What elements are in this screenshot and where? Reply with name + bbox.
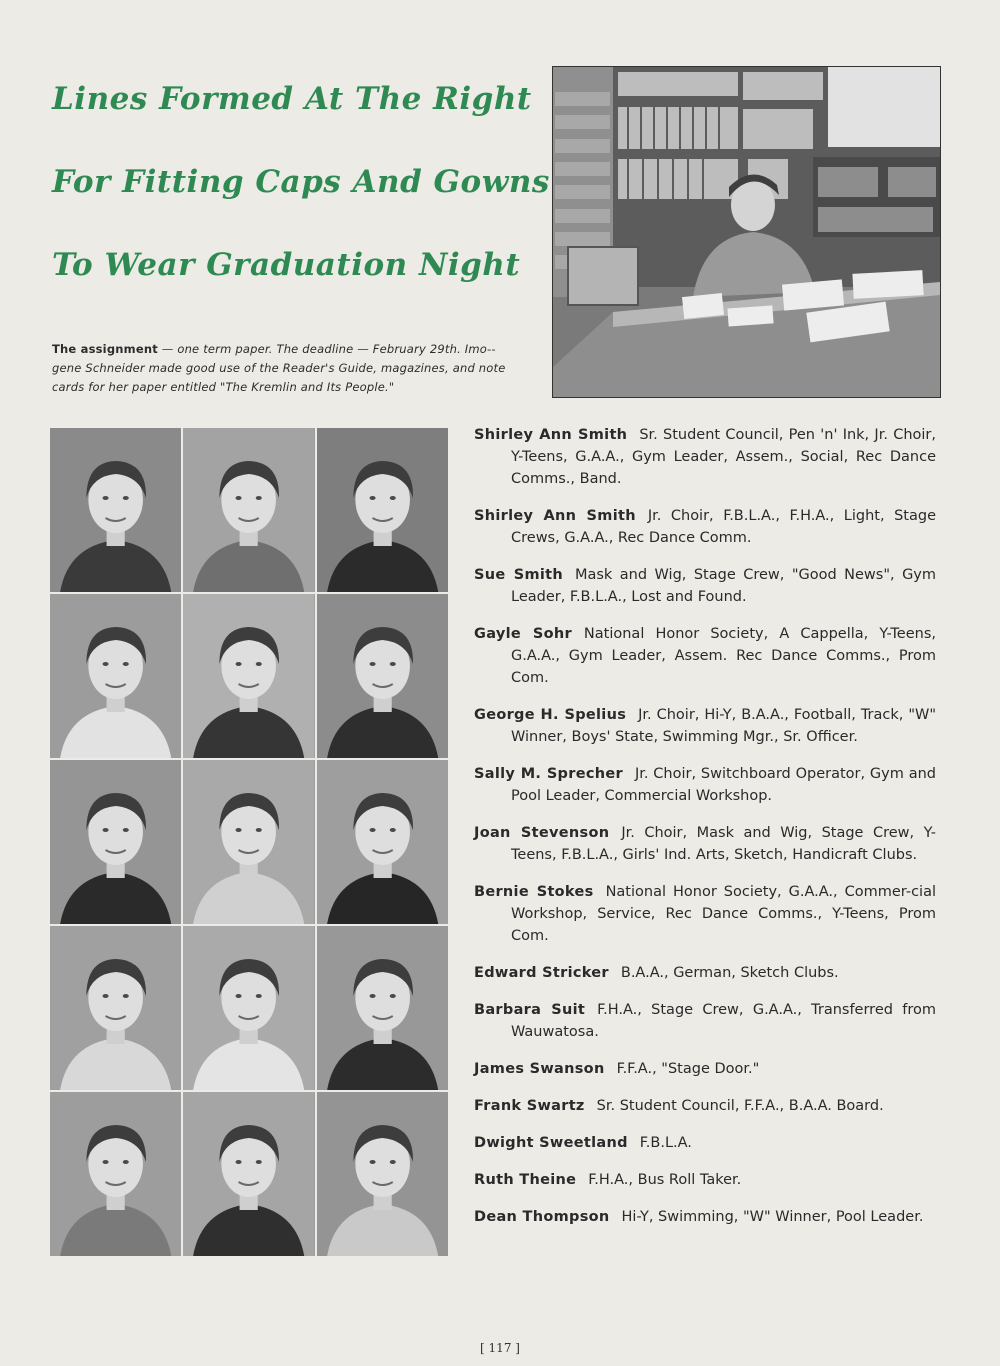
senior-activities: Sr. Student Council, F.F.A., B.A.A. Board. xyxy=(596,1098,884,1114)
student-portrait xyxy=(50,760,181,924)
student-portrait xyxy=(50,428,181,592)
portrait-art xyxy=(317,428,448,592)
senior-activities: F.F.A., "Stage Door." xyxy=(616,1061,760,1077)
student-portrait xyxy=(317,1092,448,1256)
senior-name: Edward Stricker xyxy=(474,965,609,981)
student-portrait xyxy=(183,1092,314,1256)
portrait-art xyxy=(317,1092,448,1256)
student-portrait xyxy=(317,594,448,758)
senior-bio-entry xyxy=(474,424,936,490)
senior-bio-entry xyxy=(474,564,936,608)
library-photo xyxy=(552,66,941,398)
portrait-art xyxy=(183,760,314,924)
student-portrait xyxy=(317,428,448,592)
portrait-art xyxy=(183,428,314,592)
senior-activities: National Honor Society, G.A.A., Commer-cial Workshop, Service, Rec Dance Comms., Y-Teens, Prom Com. xyxy=(511,884,936,944)
page-headline xyxy=(52,58,550,307)
senior-name: Dean Thompson xyxy=(474,1209,610,1225)
portrait-art xyxy=(50,1092,181,1256)
student-portrait xyxy=(183,428,314,592)
portrait-art xyxy=(183,926,314,1090)
senior-activities: F.H.A., Stage Crew, G.A.A., Transferred from Wauwatosa. xyxy=(511,1002,936,1040)
photo-caption xyxy=(52,340,520,397)
student-portrait xyxy=(183,594,314,758)
portrait-art xyxy=(183,1092,314,1256)
senior-name: George H. Spelius xyxy=(474,707,627,723)
senior-activities: Hi-Y, Swimming, "W" Winner, Pool Leader. xyxy=(621,1209,924,1225)
senior-activities: Jr. Choir, Switchboard Operator, Gym and Pool Leader, Commercial Workshop. xyxy=(511,766,936,804)
headline-line: Lines Formed At The Right xyxy=(52,81,532,117)
senior-name: Bernie Stokes xyxy=(474,884,594,900)
senior-activities: F.B.L.A. xyxy=(639,1135,692,1151)
senior-bio-entry xyxy=(474,1058,936,1080)
student-portrait xyxy=(50,594,181,758)
portrait-art xyxy=(317,594,448,758)
senior-activities: B.A.A., German, Sketch Clubs. xyxy=(620,965,839,981)
portrait-art xyxy=(50,594,181,758)
portrait-art xyxy=(50,926,181,1090)
caption-text: — one term paper. The deadline — February 29th. Imo- gene Schneider made good use of the Reader's Guide, magazines, and note cards for her paper entitled "The Kremlin and Its People." xyxy=(52,342,506,394)
student-portrait xyxy=(317,760,448,924)
senior-activities: Jr. Choir, Hi-Y, B.A.A., Football, Track, "W" Winner, Boys' State, Swimming Mgr., Sr. Officer. xyxy=(511,707,936,745)
student-portrait xyxy=(50,1092,181,1256)
senior-name: Gayle Sohr xyxy=(474,626,572,642)
senior-bio-entry xyxy=(474,822,936,866)
portrait-art xyxy=(317,926,448,1090)
senior-name: Sue Smith xyxy=(474,567,563,583)
headline-line: To Wear Graduation Night xyxy=(52,247,521,283)
senior-activities: National Honor Society, A Cappella, Y-Teens, G.A.A., Gym Leader, Assem. Rec Dance Comms., Prom Com. xyxy=(511,626,936,686)
student-portrait xyxy=(183,926,314,1090)
senior-activities: Sr. Student Council, Pen 'n' Ink, Jr. Choir, Y-Teens, G.A.A., Gym Leader, Assem., Social, Rec Dance Comms., Band. xyxy=(511,427,937,487)
headline-line: For Fitting Caps And Gowns xyxy=(52,164,550,200)
senior-activities: Jr. Choir, Mask and Wig, Stage Crew, Y-Teens, F.B.L.A., Girls' Ind. Arts, Sketch, Handicraft Clubs. xyxy=(511,825,936,863)
page-number: [ 117 ] xyxy=(480,1341,520,1355)
student-portrait xyxy=(317,926,448,1090)
senior-name: Dwight Sweetland xyxy=(474,1135,628,1151)
senior-name: Joan Stevenson xyxy=(474,825,610,841)
senior-name: Shirley Ann Smith xyxy=(474,427,628,443)
senior-bio-entry xyxy=(474,704,936,748)
senior-bio-entry xyxy=(474,962,936,984)
senior-name: Shirley Ann Smith xyxy=(474,508,636,524)
senior-bio-entry xyxy=(474,623,936,689)
student-portrait xyxy=(183,760,314,924)
senior-activities: Mask and Wig, Stage Crew, "Good News", Gym Leader, F.B.L.A., Lost and Found. xyxy=(511,567,937,605)
senior-name: Barbara Suit xyxy=(474,1002,586,1018)
senior-bio-entry xyxy=(474,999,936,1043)
portrait-grid xyxy=(50,428,448,1256)
senior-name: Frank Swartz xyxy=(474,1098,585,1114)
senior-bio-entry xyxy=(474,1132,936,1154)
senior-bio-entry xyxy=(474,1206,936,1228)
senior-name: Sally M. Sprecher xyxy=(474,766,623,782)
portrait-art xyxy=(183,594,314,758)
senior-bios xyxy=(474,424,936,1243)
portrait-art xyxy=(317,760,448,924)
senior-name: Ruth Theine xyxy=(474,1172,577,1188)
senior-activities: F.H.A., Bus Roll Taker. xyxy=(588,1172,742,1188)
senior-bio-entry xyxy=(474,881,936,947)
senior-bio-entry xyxy=(474,763,936,807)
senior-bio-entry xyxy=(474,1169,936,1191)
senior-activities: Jr. Choir, F.B.L.A., F.H.A., Light, Stage Crews, G.A.A., Rec Dance Comm. xyxy=(511,508,936,546)
senior-name: James Swanson xyxy=(474,1061,605,1077)
portrait-art xyxy=(50,760,181,924)
senior-bio-entry xyxy=(474,505,936,549)
library-photo-art xyxy=(553,67,940,397)
portrait-art xyxy=(50,428,181,592)
caption-lead: The assignment xyxy=(52,342,158,356)
senior-bio-entry xyxy=(474,1095,936,1117)
student-portrait xyxy=(50,926,181,1090)
